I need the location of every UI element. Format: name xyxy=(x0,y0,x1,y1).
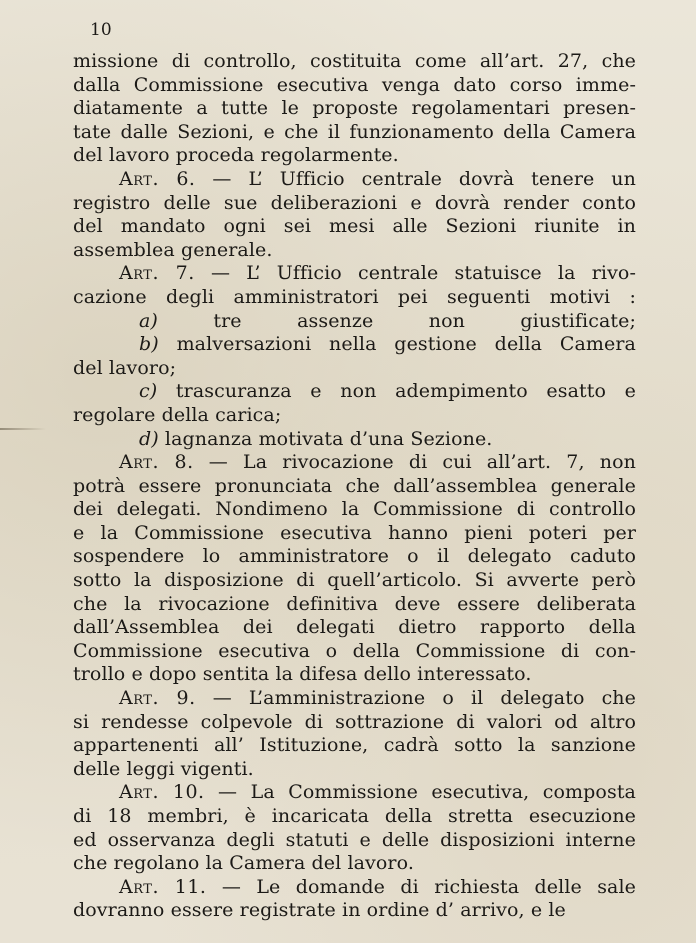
line-text: che regolano la Camera del lavoro. xyxy=(73,852,414,875)
text-line xyxy=(73,569,636,593)
line-text: sospendere lo amministratore o il delegato caduto xyxy=(73,545,636,568)
body-text xyxy=(73,50,636,923)
text-line xyxy=(73,380,636,404)
line-text: ed osservanza degli statuti e delle disposizioni interne xyxy=(73,828,636,851)
text-line xyxy=(73,168,636,192)
line-text: missione di controllo, costituita come all’art. 27, che xyxy=(73,50,636,72)
article-label: Art. 11. xyxy=(119,875,207,898)
text-line xyxy=(73,498,636,522)
line-text: tre assenze non giustificate; xyxy=(157,309,636,332)
text-line xyxy=(73,640,636,664)
text-line xyxy=(73,262,636,286)
text-line xyxy=(73,192,636,216)
article-label: Art. 8. xyxy=(119,451,194,474)
line-text: del lavoro; xyxy=(73,356,177,379)
line-text: delle leggi vigenti. xyxy=(73,757,254,780)
line-text: si rendesse colpevole di sottrazione di valori od altro xyxy=(73,710,636,733)
list-item-marker: b) xyxy=(139,333,159,356)
text-line xyxy=(73,215,636,239)
text-line xyxy=(73,144,636,168)
line-text: cazione degli amministratori pei seguenti motivi : xyxy=(73,285,636,308)
article-label: Art. 10. xyxy=(119,781,205,804)
line-text: dall’Assemblea dei delegati dietro rapporto della xyxy=(73,616,636,639)
text-line xyxy=(73,852,636,876)
text-line xyxy=(73,781,636,805)
text-line xyxy=(73,616,636,640)
text-line xyxy=(73,805,636,829)
line-text: lagnanza motivata d’una Sezione. xyxy=(158,427,493,450)
line-text: registro delle sue deliberazioni e dovrà render conto xyxy=(73,191,636,214)
line-text: malversazioni nella gestione della Camera xyxy=(158,333,636,356)
line-text: potrà essere pronunciata che dall’assemblea generale xyxy=(73,474,636,497)
text-line xyxy=(73,404,636,428)
line-text: tate dalle Sezioni, e che il funzionamento della Camera xyxy=(73,120,636,143)
paper-fold-mark xyxy=(0,428,46,430)
text-line xyxy=(73,593,636,617)
text-line xyxy=(73,758,636,782)
text-line xyxy=(73,121,636,145)
line-text: assemblea generale. xyxy=(73,238,273,261)
list-item-marker: c) xyxy=(139,380,158,403)
line-text: — La Commissione esecutiva, composta xyxy=(204,781,636,804)
line-text: trascuranza e non adempimento esatto e xyxy=(157,380,636,403)
line-text: Commissione esecutiva o della Commissione di con- xyxy=(73,639,636,662)
page-number: 10 xyxy=(90,20,112,40)
line-text: — L’amministrazione o il delegato che xyxy=(195,687,636,710)
text-line xyxy=(73,734,636,758)
line-text: e la Commissione esecutiva hanno pieni poteri per xyxy=(73,521,636,544)
text-line xyxy=(73,711,636,735)
line-text: sotto la disposizione di quell’articolo. Si avverte però xyxy=(73,569,636,592)
line-text: del mandato ogni sei mesi alle Sezioni riunite in xyxy=(73,215,636,238)
line-text: — La rivocazione di cui all’art. 7, non xyxy=(193,451,636,474)
text-line xyxy=(73,310,636,334)
text-line xyxy=(73,876,636,900)
text-line xyxy=(73,357,636,381)
line-text: che la rivocazione definitiva deve essere deliberata xyxy=(73,592,636,615)
line-text: appartenenti all’ Istituzione, cadrà sotto la sanzione xyxy=(73,734,636,757)
line-text: trollo e dopo sentita la difesa dello interessato. xyxy=(73,663,532,686)
line-text: di 18 membri, è incaricata della stretta esecuzione xyxy=(73,805,636,827)
line-text: regolare della carica; xyxy=(73,403,282,426)
line-text: dei delegati. Nondimeno la Commissione di controllo xyxy=(73,498,636,521)
text-line xyxy=(73,239,636,263)
line-text: dovranno essere registrate in ordine d’ arrivo, e le xyxy=(73,899,566,922)
text-line xyxy=(73,545,636,569)
text-line xyxy=(73,74,636,98)
text-line xyxy=(73,687,636,711)
list-item-marker: d) xyxy=(139,427,159,450)
text-line xyxy=(73,333,636,357)
text-line xyxy=(73,286,636,310)
line-text: diatamente a tutte le proposte regolamentari presen- xyxy=(73,97,636,120)
text-line xyxy=(73,663,636,687)
article-label: Art. 6. xyxy=(119,167,196,190)
list-item-marker: a) xyxy=(139,309,158,332)
article-label: Art. 7. xyxy=(119,262,195,285)
line-text: — L’ Ufficio centrale statuisce la rivo- xyxy=(194,262,636,285)
line-text: del lavoro proceda regolarmente. xyxy=(73,144,399,167)
line-text: — L’ Ufficio centrale dovrà tenere un xyxy=(195,167,636,190)
text-line xyxy=(73,899,636,923)
text-line xyxy=(73,475,636,499)
text-line xyxy=(73,829,636,853)
text-line xyxy=(73,522,636,546)
text-line xyxy=(73,50,636,74)
text-line xyxy=(73,451,636,475)
line-text: dalla Commissione esecutiva venga dato corso imme- xyxy=(73,73,636,96)
line-text: — Le domande di richiesta delle sale xyxy=(206,875,636,898)
article-label: Art. 9. xyxy=(119,687,196,710)
text-line xyxy=(73,97,636,121)
text-line xyxy=(73,428,636,452)
